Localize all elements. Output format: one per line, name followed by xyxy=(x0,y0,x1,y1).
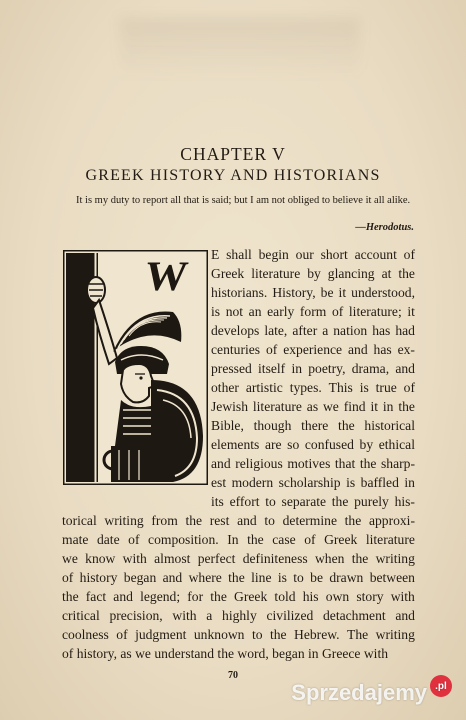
body-line-21: coolness of judgment unknown to the Hebrew. The writing xyxy=(62,627,415,642)
body-line-6: centuries of experience and has ex- xyxy=(211,342,415,357)
body-line-19: the fact and legend; for the Greek told his own story with xyxy=(62,589,415,604)
epigraph-attribution: —Herodotus. xyxy=(355,222,414,233)
watermark-badge: .pl xyxy=(430,675,452,697)
chapter-heading: CHAPTER V xyxy=(180,144,286,164)
body-line-4: is not an early form of literature; it xyxy=(211,304,415,319)
dropcap-letter: W xyxy=(141,253,191,300)
body-line-17: we know with almost perfect definiteness when the writing xyxy=(62,551,415,566)
body-line-7: pressed itself in poetry, drama, and xyxy=(211,361,415,376)
dropcap-woodcut-illustration xyxy=(63,250,208,485)
body-line-12: and religious motives that the sharp- xyxy=(211,456,415,471)
site-watermark xyxy=(291,680,452,706)
body-line-18: of history began and where the line is to be drawn between xyxy=(62,570,415,585)
chapter-title: GREEK HISTORY AND HISTORIANS xyxy=(85,167,381,184)
body-line-20: critical precision, with a highly civilized detachment and xyxy=(62,608,415,623)
epigraph-quote: It is my duty to report all that is said; but I am not obliged to believe it all alike. xyxy=(76,195,411,206)
body-line-14: its effort to separate the purely his- xyxy=(211,494,415,509)
body-line-11: elements are so confused by ethical xyxy=(211,437,415,452)
body-line-9: Jewish literature as we find it in the xyxy=(211,399,415,414)
body-line-15: torical writing from the rest and to determine the approxi- xyxy=(62,513,415,528)
body-line-1: E shall begin our short account of xyxy=(211,247,415,262)
body-line-2: Greek literature by glancing at the xyxy=(211,266,415,281)
body-line-16: mate date of composition. In the case of Greek literature xyxy=(62,532,415,547)
body-line-3: historians. History, be it understood, xyxy=(211,285,415,300)
body-line-13: est modern scholarship is baffled in xyxy=(211,475,415,490)
body-line-22: of history, as we understand the word, began in Greece with xyxy=(62,646,389,661)
body-line-8: other artistic types. This is true of xyxy=(211,380,415,395)
bleed-through-text xyxy=(120,18,360,78)
page-number: 70 xyxy=(228,670,238,681)
body-line-5: develops late, after a nation has had xyxy=(211,323,415,338)
body-line-10: Bible, though there the historical xyxy=(211,418,415,433)
watermark-text: Sprzedajemy xyxy=(291,680,427,705)
